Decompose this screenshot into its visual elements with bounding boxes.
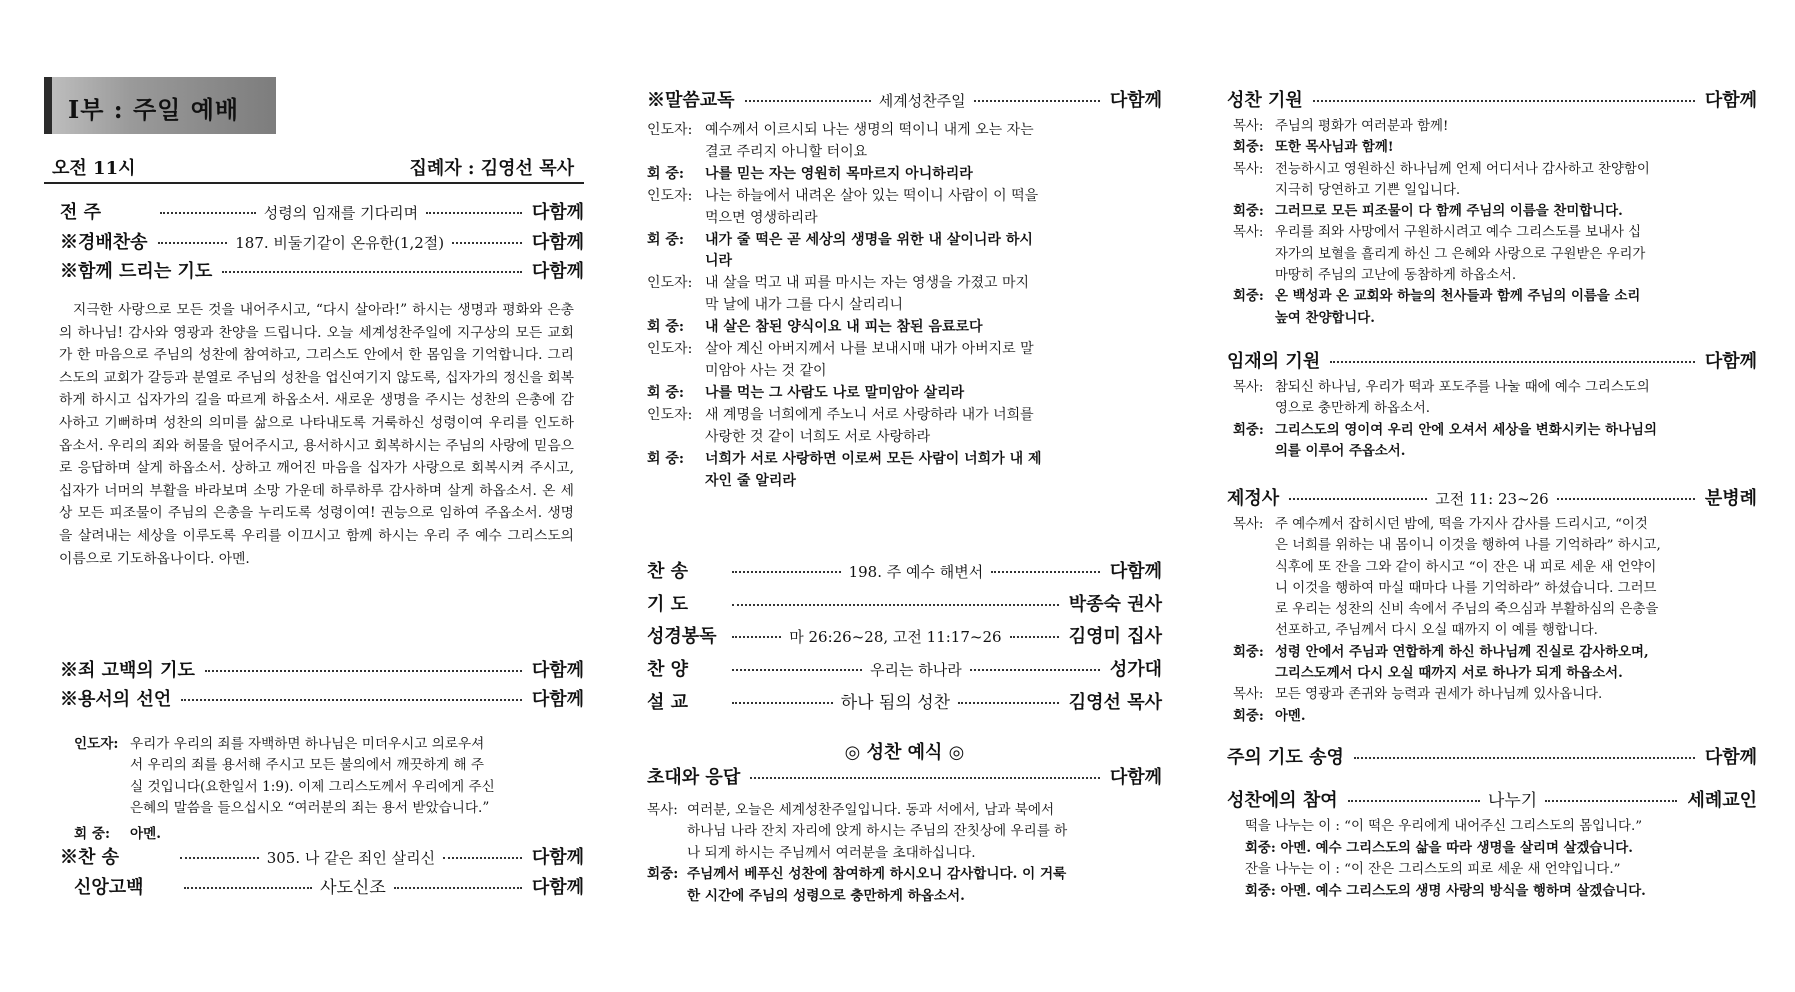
order-row	[647, 86, 1162, 112]
order-label: ※용서의 선언	[60, 689, 172, 710]
pardon-line: 우리가 우리의 죄를 자백하면 하나님은 미더우시고 의로우셔	[130, 736, 485, 752]
order-responsible: 다함께	[1109, 561, 1162, 582]
speaker-label	[1233, 244, 1275, 265]
dialogue-line	[647, 405, 1162, 427]
dialogue-line	[647, 800, 1162, 821]
speaker-label	[1233, 663, 1275, 684]
speaker-label	[1233, 441, 1275, 462]
dialogue-line	[647, 164, 1162, 186]
order-responsible: 다함께	[531, 232, 584, 253]
dialogue-text: 의를 이루어 주옵소서.	[1275, 442, 1406, 459]
order-row	[60, 656, 584, 682]
dialogue-line	[647, 864, 1162, 885]
dialogue-text: 살아 계신 아버지께서 나를 보내시매 내가 아버지로 말	[705, 341, 1034, 358]
speaker-label	[1233, 599, 1275, 620]
dialogue-text: 자가의 보혈을 흘리게 하신 그 은혜와 사랑으로 구원받은 우리가	[1275, 246, 1646, 262]
order-responsible: 다함께	[1704, 90, 1757, 111]
dotted-leader	[958, 702, 1059, 704]
speaker-label: 인도자:	[647, 341, 693, 358]
dialogue-text: 한 시간에 주님의 성령으로 충만하게 하옵소서.	[687, 887, 965, 904]
speaker-label	[1233, 620, 1275, 641]
order-row	[60, 685, 584, 711]
order-detail: 198. 주 예수 해변서	[848, 563, 984, 581]
speaker-label	[647, 821, 687, 842]
order-detail: 마 26:26~28, 고전 11:17~26	[789, 628, 1002, 646]
dotted-leader	[1010, 636, 1059, 638]
dialogue-line	[647, 821, 1162, 842]
invitation-dialogue	[647, 800, 1162, 907]
dialogue-text: 자인 줄 알리라	[705, 472, 796, 489]
dialogue-text: 먹으면 영생하리라	[705, 209, 818, 226]
dialogue-text: 회중: 아멘. 예수 그리스도의 생명 사랑의 방식을 행하며 살겠습니다.	[1245, 882, 1646, 899]
dialogue-line	[1233, 441, 1757, 462]
congregational-prayer	[59, 299, 574, 570]
dialogue-text: 회중: 아멘. 예수 그리스도의 삶을 따라 생명을 살리며 살겠습니다.	[1245, 839, 1633, 856]
dialogue-line	[1233, 578, 1757, 599]
dotted-leader	[222, 271, 522, 273]
dialogue-text: 온 백성과 온 교회와 하늘의 천사들과 함께 주님의 이름을 소리	[1275, 288, 1641, 305]
dialogue-text: 전능하시고 영원하신 하나님께 언제 어디서나 감사하고 찬양함이	[1275, 161, 1650, 177]
leader-fill	[728, 688, 1063, 713]
order-label: 임재의 기원	[1227, 351, 1321, 372]
order-detail: 187. 비둘기같이 온유한(1,2절)	[235, 234, 445, 252]
leader-fill	[201, 674, 526, 676]
participation-dialogue	[1245, 816, 1757, 902]
dialogue-line	[647, 383, 1162, 405]
dialogue-text: 결코 주리지 아니할 터이요	[705, 143, 868, 160]
leader-fill	[154, 232, 526, 253]
speaker-label	[647, 295, 705, 317]
dotted-leader	[158, 242, 228, 244]
dialogue-text: 나는 하늘에서 내려온 살아 있는 떡이니 사람이 이 떡을	[705, 187, 1039, 204]
leader-fill	[1344, 786, 1682, 811]
dialogue-line	[647, 886, 1162, 907]
order-row	[1227, 743, 1757, 769]
dialogue-text: 새 계명을 너희에게 주노니 서로 사랑하라 내가 너희를	[705, 406, 1034, 423]
leader-fill	[1326, 365, 1699, 367]
service-time-bar	[44, 152, 584, 184]
speaker-label	[647, 427, 705, 449]
dialogue-text: 하나님 나라 잔치 자리에 앉게 하시는 주님의 잔칫상에 우리를 하	[687, 823, 1068, 840]
dialogue-text: 주 예수께서 잡히시던 밤에, 떡을 가지사 감사를 드리시고, “이것	[1275, 517, 1648, 532]
dialogue-text: 내 살은 참된 양식이요 내 피는 참된 음료로다	[705, 319, 983, 336]
dialogue-line	[1233, 180, 1757, 201]
order-responsible: 다함께	[1109, 90, 1162, 111]
order-label: 기 도	[647, 594, 689, 615]
dotted-leader	[180, 857, 259, 859]
dialogue-line	[647, 186, 1162, 208]
dialogue-line	[1233, 159, 1757, 180]
leader-fill	[176, 847, 526, 868]
pardon-line: 은혜의 말씀을 들으십시오 “여러분의 죄는 용서 받았습니다.”	[130, 800, 490, 817]
speaker-label	[1233, 557, 1275, 578]
dialogue-line	[647, 449, 1162, 471]
leader-fill	[218, 275, 526, 277]
order-label: ※경배찬송	[60, 232, 148, 253]
order-row	[647, 590, 1162, 616]
order-responsible: 김영미 집사	[1068, 626, 1162, 647]
order-label: 설 교	[647, 692, 689, 713]
dialogue-text: 또한 목사님과 함께!	[1275, 139, 1394, 156]
dialogue-line	[647, 317, 1162, 339]
speaker-label: 회중:	[1233, 203, 1264, 220]
order-row	[60, 198, 584, 224]
dotted-leader	[732, 702, 833, 704]
pardon-response-label: 회 중:	[74, 825, 111, 842]
speaker-label	[647, 361, 705, 383]
prayer-text: 지극한 사랑으로 모든 것을 내어주시고, “다시 살아라!” 하시는 생명과 평화와 은총의 하나님! 감사와 영광과 찬양을 드립니다. 오늘 세계성찬주일에 지구상의 모든 교회가 한 마음으로 주님의 성찬에 참여하고, 그리스도 안에서 한 몸임을 기억합니다. 그리스도의 교회가 갈등과 분열로 주님의 성찬을 업신여기지 않도록, 십자가의 정신을 회복하게 하시고 십자가의 길을 따르게 하옵소서. 새로운 생명을 주시는 성찬의 은총에 감사하고 기뻐하며 성찬의 의미를 삶으로 나타내도록 거룩하신 성령이여 우리를 인도하옵소서. 우리의 죄와 허물을 덮어주시고, 용서하시고 회복하시는 주님의 사랑에 믿음으로 응답하며 살게 하옵소서. 상하고 깨어진 마음을 십자가 사랑으로 회복시켜 주시고, 십자가 너머의 부활을 바라보며 소망 가운데 하루하루 감사하며 살게 하옵소서. 온 세상 모든 피조물이 주님의 은총을 누리도록 성령이여! 권능으로 임하여 주옵소서. 생명을 살려내는 세상을 이루도록 우리를 이끄시고 함께 하시는 우리 주 예수 그리스도의 이름으로 기도하옵나이다. 아멘.	[59, 302, 574, 567]
dialogue-line	[1233, 706, 1757, 727]
dialogue-line	[1233, 398, 1757, 419]
speaker-label: 인도자:	[647, 122, 693, 138]
dialogue-text: 내가 줄 떡은 곧 세상의 생명을 위한 내 살이니라 하시	[705, 231, 1033, 248]
order-detail: 성령의 임재를 기다리며	[263, 204, 419, 222]
dotted-leader	[970, 669, 1100, 671]
column-left	[44, 0, 584, 992]
dotted-leader	[1313, 100, 1695, 102]
order-responsible: 김영선 목사	[1068, 692, 1162, 713]
dotted-leader	[1545, 800, 1677, 802]
dialogue-line	[647, 273, 1162, 295]
speaker-label: 회 중:	[647, 384, 685, 401]
speaker-label	[647, 886, 687, 907]
pardon-response: 아멘.	[130, 825, 161, 842]
dialogue-text: 그러므로 모든 피조물이 다 함께 주님의 이름을 찬미합니다.	[1275, 203, 1623, 220]
dialogue-line	[1233, 599, 1757, 620]
speaker-label: 회 중:	[647, 231, 685, 248]
order-detail: 세계성찬주일	[878, 92, 966, 110]
order-responsible: 다함께	[1704, 351, 1757, 372]
order-label: 신앙고백	[74, 877, 144, 898]
speaker-label	[1233, 180, 1275, 201]
dotted-leader	[394, 887, 522, 889]
dialogue-line	[647, 339, 1162, 361]
dialogue-text: 니라	[705, 253, 733, 270]
order-label: 제정사	[1227, 488, 1280, 509]
order-row	[647, 688, 1162, 714]
pardon-declaration	[74, 734, 574, 845]
dialogue-line	[1233, 663, 1757, 684]
pardon-line: 실 것입니다(요한일서 1:9). 이제 그리스도께서 우리에게 주신	[130, 778, 495, 795]
speaker-label: 회 중:	[647, 450, 685, 467]
dialogue-text: 예수께서 이르시되 나는 생명의 떡이니 내게 오는 자는	[705, 122, 1034, 138]
order-label: ※말씀교독	[647, 90, 735, 111]
dialogue-text: 나를 믿는 자는 영원히 목마르지 아니하리라	[705, 165, 973, 182]
dialogue-text: 떡을 나누는 이 : “이 떡은 우리에게 내어주신 그리스도의 몸입니다.”	[1245, 819, 1643, 834]
dialogue-line	[647, 471, 1162, 493]
pardon-line: 서 우리의 죄를 용서해 주시고 모든 불의에서 깨끗하게 해 주	[130, 757, 485, 774]
speaker-label: 목사:	[1233, 517, 1264, 532]
dotted-leader	[732, 636, 781, 638]
order-row	[1227, 86, 1757, 112]
dialogue-line	[1233, 684, 1757, 705]
dotted-leader	[205, 670, 522, 672]
dialogue-text: 식후에 또 잔을 그와 같이 하시고 “이 잔은 내 피로 세운 새 언약이	[1275, 559, 1657, 575]
service-time: 오전 11시	[52, 158, 136, 179]
speaker-label	[1233, 578, 1275, 599]
leader-fill	[728, 608, 1063, 610]
leader-fill	[180, 873, 526, 898]
dialogue-line	[1233, 137, 1757, 158]
leader-fill	[1285, 488, 1699, 509]
dialogue-line	[1233, 620, 1757, 641]
dialogue-text: 성령 안에서 주님과 연합하게 하신 하나님께 진실로 감사하오며,	[1275, 643, 1649, 660]
order-detail: 고전 11: 23~26	[1435, 490, 1549, 508]
dotted-leader	[443, 857, 522, 859]
speaker-label: 목사:	[1233, 119, 1264, 134]
speaker-label: 회중:	[647, 866, 679, 883]
order-row	[1227, 347, 1757, 373]
speaker-label	[647, 208, 705, 230]
dialogue-line	[647, 120, 1162, 142]
order-responsible: 세례교인	[1687, 790, 1757, 811]
dotted-leader	[991, 571, 1100, 573]
order-responsible: 다함께	[531, 689, 584, 710]
column-right	[1227, 0, 1757, 992]
dotted-leader	[1289, 498, 1427, 500]
dialogue-text: 그리스도께서 다시 오실 때까지 서로 하나가 되게 하옵소서.	[1275, 665, 1623, 682]
dialogue-text: 주님께서 베푸신 성찬에 참여하게 하시오니 감사합니다. 이 거룩	[687, 866, 1067, 883]
order-row	[60, 843, 584, 869]
speaker-label: 회 중:	[647, 319, 685, 336]
dialogue-text: 영으로 충만하게 하옵소서.	[1275, 401, 1431, 417]
leader-fill	[746, 781, 1104, 783]
leader-fill	[1309, 104, 1699, 106]
order-responsible: 다함께	[531, 261, 584, 282]
dialogue-line	[1233, 201, 1757, 222]
speaker-label: 회중:	[1233, 707, 1264, 724]
order-label: 성찬에의 참여	[1227, 790, 1338, 811]
dialogue-line	[647, 427, 1162, 449]
speaker-label: 목사:	[1233, 687, 1264, 703]
dialogue-text: 내 살을 먹고 내 피를 마시는 자는 영생을 가졌고 마지	[705, 275, 1030, 292]
leader-fill	[177, 703, 526, 705]
order-row	[647, 622, 1162, 648]
order-responsible: 다함께	[1109, 767, 1162, 788]
dotted-leader	[732, 669, 862, 671]
dialogue-text: 막 날에 내가 그를 다시 살리리니	[705, 297, 904, 314]
dialogue-text: 높여 찬양합니다.	[1275, 309, 1375, 326]
dialogue-line	[647, 208, 1162, 230]
speaker-label	[1233, 265, 1275, 286]
dialogue-line	[647, 142, 1162, 164]
dialogue-text: 참되신 하나님, 우리가 떡과 포도주를 나눌 때에 예수 그리스도의	[1275, 380, 1650, 395]
order-detail: 사도신조	[320, 878, 386, 898]
sacrament-title: ◎ 성찬 예식 ◎	[844, 742, 965, 763]
order-label: 성경봉독	[647, 626, 717, 647]
dotted-leader	[732, 604, 1059, 606]
order-row	[647, 655, 1162, 681]
dotted-leader	[732, 571, 841, 573]
dialogue-text: 나를 먹는 그 사람도 나로 말미암아 살리라	[705, 384, 965, 401]
dialogue-line	[647, 843, 1162, 864]
order-responsible: 다함께	[531, 877, 584, 898]
dialogue-line	[1233, 116, 1757, 137]
epiclesis-dialogue	[1233, 377, 1757, 462]
dialogue-line	[647, 361, 1162, 383]
dotted-leader	[160, 212, 256, 214]
communion-prayer-dialogue	[1233, 116, 1757, 329]
dialogue-text: 아멘.	[1275, 707, 1306, 724]
dialogue-line	[1233, 514, 1757, 535]
leader-fill	[728, 561, 1104, 582]
dotted-leader	[184, 887, 312, 889]
dialogue-text: 그리스도의 영이여 우리 안에 오셔서 세상을 변화시키는 하나님의	[1275, 421, 1657, 438]
order-responsible: 박종숙 권사	[1068, 594, 1162, 615]
dialogue-text: 너희가 서로 사랑하면 이로써 모든 사람이 너희가 내 제	[705, 450, 1042, 467]
order-label: 찬 송	[647, 561, 689, 582]
leader-fill	[156, 202, 526, 223]
dialogue-text: 마땅히 주님의 고난에 동참하게 하옵소서.	[1275, 268, 1517, 284]
speaker-label: 인도자:	[647, 406, 693, 423]
order-label: 성찬 기원	[1227, 90, 1303, 111]
order-row	[74, 873, 584, 899]
order-row	[60, 257, 584, 283]
leader-fill	[1350, 761, 1699, 763]
order-label: 초대와 응답	[647, 767, 741, 788]
order-detail: 305. 나 같은 죄인 살리신	[266, 849, 436, 867]
dialogue-line	[1233, 265, 1757, 286]
dotted-leader	[1348, 800, 1480, 802]
dotted-leader	[452, 242, 522, 244]
dialogue-line	[1245, 881, 1757, 903]
speaker-label: 목사:	[1233, 380, 1264, 395]
leader-fill	[741, 90, 1104, 111]
dialogue-line	[1245, 838, 1757, 860]
dotted-leader	[745, 100, 871, 102]
order-row	[647, 557, 1162, 583]
service-leader: 집례자 : 김영선 목사	[409, 158, 574, 179]
dialogue-text: 미암아 사는 것 같이	[705, 362, 827, 379]
order-responsible: 분병례	[1704, 488, 1757, 509]
dialogue-text: 사랑한 것 같이 너희도 서로 사랑하라	[705, 428, 931, 445]
speaker-label: 회중:	[1233, 643, 1264, 660]
order-label: ※찬 송	[60, 847, 120, 868]
dialogue-line	[1233, 308, 1757, 329]
dotted-leader	[1330, 361, 1695, 363]
dialogue-line	[647, 295, 1162, 317]
dialogue-line	[1233, 420, 1757, 441]
institution-dialogue	[1233, 514, 1757, 727]
dialogue-text: 나 되게 하시는 주님께서 여러분을 초대하십니다.	[687, 844, 976, 861]
dotted-leader	[1354, 757, 1695, 759]
dialogue-line	[1233, 642, 1757, 663]
dialogue-line	[1245, 859, 1757, 881]
order-label: 전 주	[60, 202, 102, 223]
order-label: ※함께 드리는 기도	[60, 261, 213, 282]
dialogue-line	[1233, 222, 1757, 243]
dialogue-line	[1233, 535, 1757, 556]
order-row	[1227, 786, 1757, 812]
speaker-label: 회 중:	[647, 165, 685, 182]
speaker-label: 회중:	[1233, 421, 1264, 438]
speaker-label: 인도자:	[647, 275, 693, 292]
leader-fill	[728, 626, 1063, 647]
dialogue-text: 은 너희를 위하는 내 몸이니 이것을 행하여 나를 기억하라” 하시고,	[1275, 538, 1661, 554]
order-responsible: 성가대	[1109, 659, 1162, 680]
speaker-label: 목사:	[647, 802, 678, 818]
leader-fill	[728, 659, 1104, 680]
order-responsible: 다함께	[531, 847, 584, 868]
pardon-speaker: 인도자:	[74, 736, 119, 752]
order-responsible: 다함께	[531, 202, 584, 223]
responsive-reading	[647, 120, 1162, 492]
speaker-label	[647, 471, 705, 493]
speaker-label: 목사:	[1233, 225, 1264, 241]
order-row	[60, 228, 584, 254]
speaker-label: 인도자:	[647, 187, 693, 204]
dialogue-line	[1245, 816, 1757, 838]
dialogue-text: 잔을 나누는 이 : “이 잔은 그리스도의 피로 세운 새 언약입니다.”	[1245, 862, 1621, 878]
dialogue-line	[1233, 377, 1757, 398]
order-responsible: 다함께	[531, 660, 584, 681]
section-banner	[44, 77, 276, 134]
dotted-leader	[1557, 498, 1695, 500]
dialogue-line	[1233, 557, 1757, 578]
order-row	[1227, 484, 1757, 510]
speaker-label	[1233, 308, 1275, 329]
order-detail: 우리는 하나라	[870, 661, 962, 679]
dialogue-line	[647, 230, 1162, 252]
banner-title: I부 : 주일 예배	[68, 95, 240, 124]
dialogue-line	[647, 251, 1162, 273]
dialogue-line	[1233, 244, 1757, 265]
dialogue-text: 선포하고, 주님께서 다시 오실 때까지 이 예를 행합니다.	[1275, 623, 1598, 639]
dotted-leader	[181, 699, 522, 701]
speaker-label	[647, 843, 687, 864]
order-label: 찬 양	[647, 659, 689, 680]
order-label: 주의 기도 송영	[1227, 747, 1344, 768]
dialogue-text: 로 우리는 성찬의 신비 속에서 주님의 죽으심과 부활하심의 은총을	[1275, 602, 1659, 618]
dialogue-text: 주님의 평화가 여러분과 함께!	[1275, 119, 1449, 134]
speaker-label: 회중:	[1233, 139, 1264, 156]
speaker-label	[1233, 398, 1275, 419]
speaker-label: 목사:	[1233, 161, 1264, 177]
dialogue-text: 모든 영광과 존귀와 능력과 권세가 하나님께 있사옵니다.	[1275, 687, 1603, 703]
speaker-label	[647, 251, 705, 273]
speaker-label	[647, 142, 705, 164]
order-label: ※죄 고백의 기도	[60, 660, 195, 681]
dialogue-text: 지극히 당연하고 기쁜 일입니다.	[1275, 182, 1461, 198]
dialogue-text: 우리를 죄와 사망에서 구원하시려고 예수 그리스도를 보내사 십	[1275, 225, 1642, 241]
order-detail: 나누기	[1487, 791, 1538, 811]
order-responsible: 다함께	[1704, 747, 1757, 768]
dotted-leader	[750, 777, 1100, 779]
speaker-label: 회중:	[1233, 288, 1264, 305]
dotted-leader	[426, 212, 522, 214]
dialogue-line	[1233, 286, 1757, 307]
order-detail: 하나 됨의 성찬	[840, 693, 951, 713]
speaker-label	[1233, 535, 1275, 556]
dialogue-text: 니 이것을 행하여 마실 때마다 나를 기억하라” 하셨습니다. 그러므	[1275, 580, 1657, 596]
order-row	[647, 763, 1162, 789]
column-middle	[647, 0, 1162, 992]
dialogue-text: 여러분, 오늘은 세계성찬주일입니다. 동과 서에서, 남과 북에서	[687, 802, 1055, 818]
dotted-leader	[974, 100, 1100, 102]
